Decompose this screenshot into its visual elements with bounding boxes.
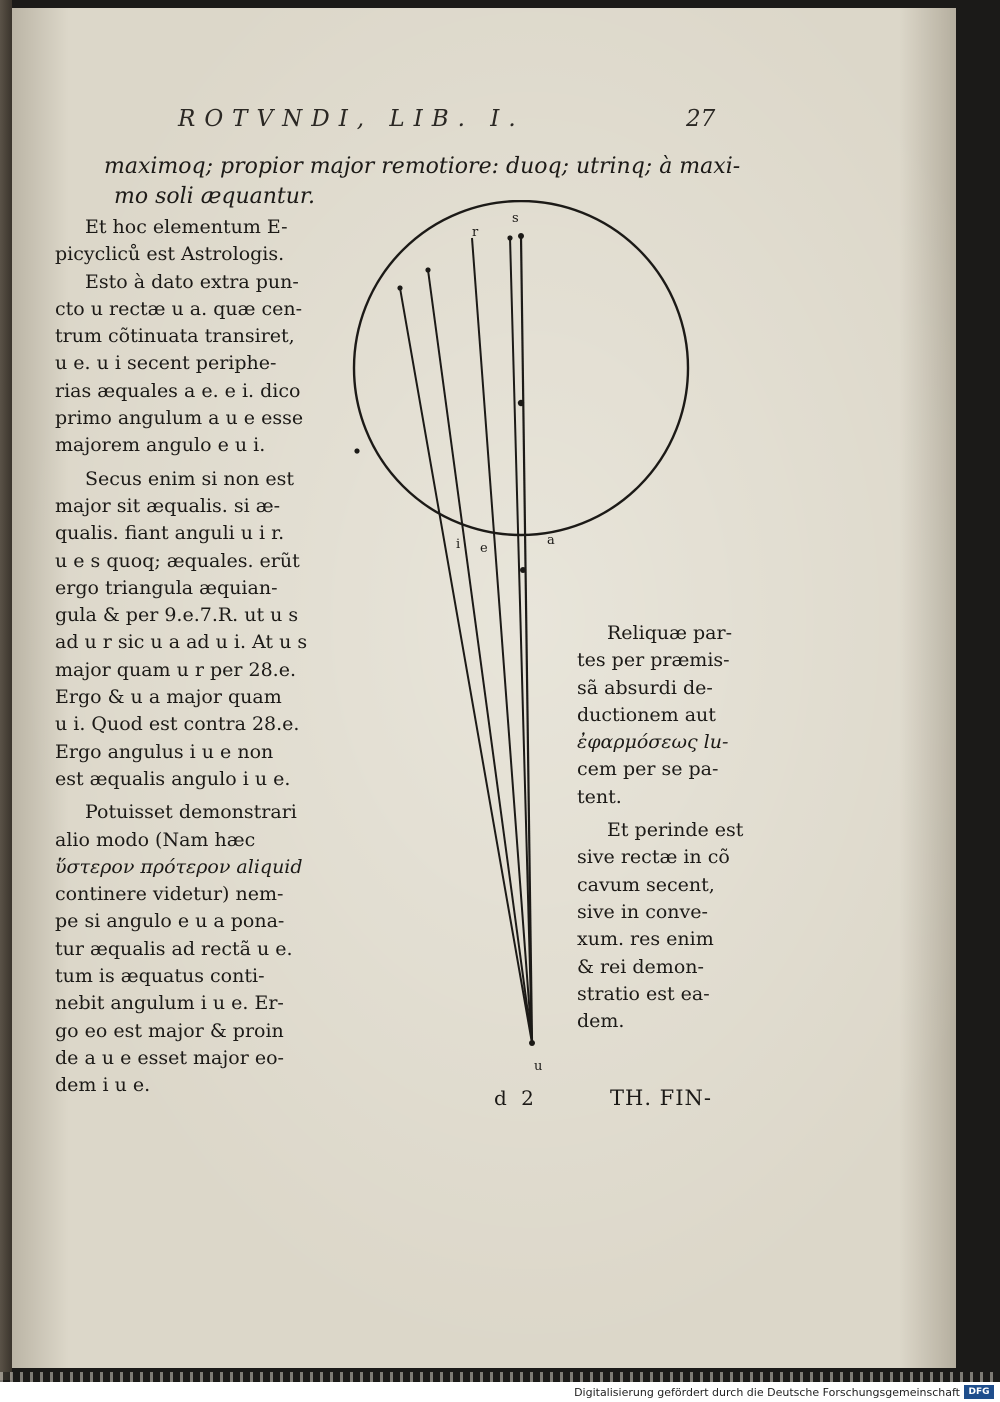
geometric-figure (340, 200, 740, 1080)
running-head: ROTVNDI, LIB. I. (178, 106, 525, 132)
text-line: dem i u e. (55, 1074, 151, 1097)
point-u (529, 1040, 535, 1046)
text-line: Esto à dato extra pun- (85, 270, 299, 293)
scale-ruler (0, 1372, 1000, 1382)
greek-text-line: ὕστερον πρότερον aliquid (55, 855, 303, 878)
text-line: sive in conve- (577, 900, 708, 923)
text-line: xum. res enim (577, 928, 714, 951)
text-line: dem. (577, 1010, 625, 1033)
point-left (354, 448, 359, 453)
text-line: Secus enim si non est (85, 467, 294, 490)
point-r (507, 235, 512, 240)
text-line: ergo triangula æquian- (55, 576, 278, 599)
text-line: go eo est major & proin (55, 1019, 284, 1042)
text-line: tum is æquatus conti- (55, 965, 265, 988)
page-number: 27 (686, 106, 716, 132)
text-line: tes per præmis- (577, 649, 730, 672)
line-u-s (510, 237, 532, 1043)
text-line: ad u r sic u a ad u i. At u s (55, 631, 308, 654)
text-line: qualis. fiant anguli u i r. (55, 522, 285, 545)
text-line: Et hoc elementum E- (85, 216, 288, 238)
text-line: majorem angulo e u i. (55, 434, 266, 457)
text-line: u e. u i secent periphe- (55, 352, 277, 375)
text-line: gula & per 9.e.7.R. ut u s (55, 604, 299, 627)
text-line: major quam u r per 28.e. (55, 658, 297, 681)
text-line: sive rectæ in cõ (577, 846, 730, 869)
text-line: cto u rectæ u a. quæ cen- (55, 297, 303, 320)
line-u-i (400, 288, 532, 1043)
text-line: alio modo (Nam hæc (55, 828, 256, 851)
adjacent-page-edge (0, 0, 12, 1380)
text-line: Reliquæ par- (607, 622, 732, 644)
text-line: nebit angulum i u e. Er- (55, 992, 284, 1015)
label-s: s (512, 211, 519, 226)
catchword: TH. FIN- (610, 1086, 713, 1110)
greek-text-line: ἐφαρμόσεως lu- (577, 731, 729, 754)
dfg-logo: DFG (964, 1385, 994, 1399)
text-line: picycliců est Astrologis. (55, 243, 285, 266)
text-line: Et perinde est (607, 819, 744, 842)
text-line: cem per se pa- (577, 758, 719, 781)
text-line: major sit æqualis. si æ- (55, 494, 281, 517)
point-i-upper (397, 285, 402, 290)
label-i: i (456, 537, 461, 552)
text-line: u e s quoq; æquales. erũt (55, 549, 300, 572)
left-text-column (55, 214, 339, 1100)
point-e-upper (425, 267, 430, 272)
footer-bar (0, 1382, 1000, 1402)
label-e: e (480, 541, 488, 556)
footer-credit: Digitalisierung gefördert durch die Deutsche Forschungsgemeinschaft (574, 1386, 960, 1399)
text-line: cavum secent, (577, 873, 715, 896)
line-u-e (428, 270, 532, 1043)
text-line: continere videtur) nem- (55, 883, 284, 906)
text-line: de a u e esset major eo- (55, 1046, 284, 1069)
theorem-line: mo soli æquantur. (114, 184, 316, 209)
text-line: sã absurdi de- (577, 676, 713, 699)
text-line: tur æqualis ad rectã u e. (55, 937, 293, 960)
label-a: a (547, 533, 555, 548)
text-line: Potuisset demonstrari (85, 801, 297, 824)
label-r: r (472, 225, 479, 240)
text-line: trum cõtinuata transiret, (55, 325, 295, 348)
text-line: pe si angulo e u a pona- (55, 910, 285, 933)
point-center (518, 400, 524, 406)
text-line: stratio est ea- (577, 982, 710, 1005)
text-line: ductionem aut (577, 703, 716, 726)
text-line: & rei demon- (577, 955, 704, 978)
point-a-top (518, 233, 524, 239)
theorem-line: maximoq; propior major remotiore: duoq; utrinq; à maxi- (104, 154, 741, 179)
signature-mark: d 2 (494, 1086, 538, 1110)
text-line: tent. (577, 785, 622, 808)
text-line: est æqualis angulo i u e. (55, 767, 291, 790)
point-a-bottom (520, 567, 526, 573)
text-line: Ergo & u a major quam (55, 686, 282, 709)
text-line: primo angulum a u e esse (55, 407, 304, 430)
text-line: Ergo angulus i u e non (55, 740, 274, 763)
label-u: u (534, 1059, 543, 1074)
text-line: u i. Quod est contra 28.e. (55, 713, 300, 736)
text-line: rias æquales a e. e i. dico (55, 379, 301, 402)
